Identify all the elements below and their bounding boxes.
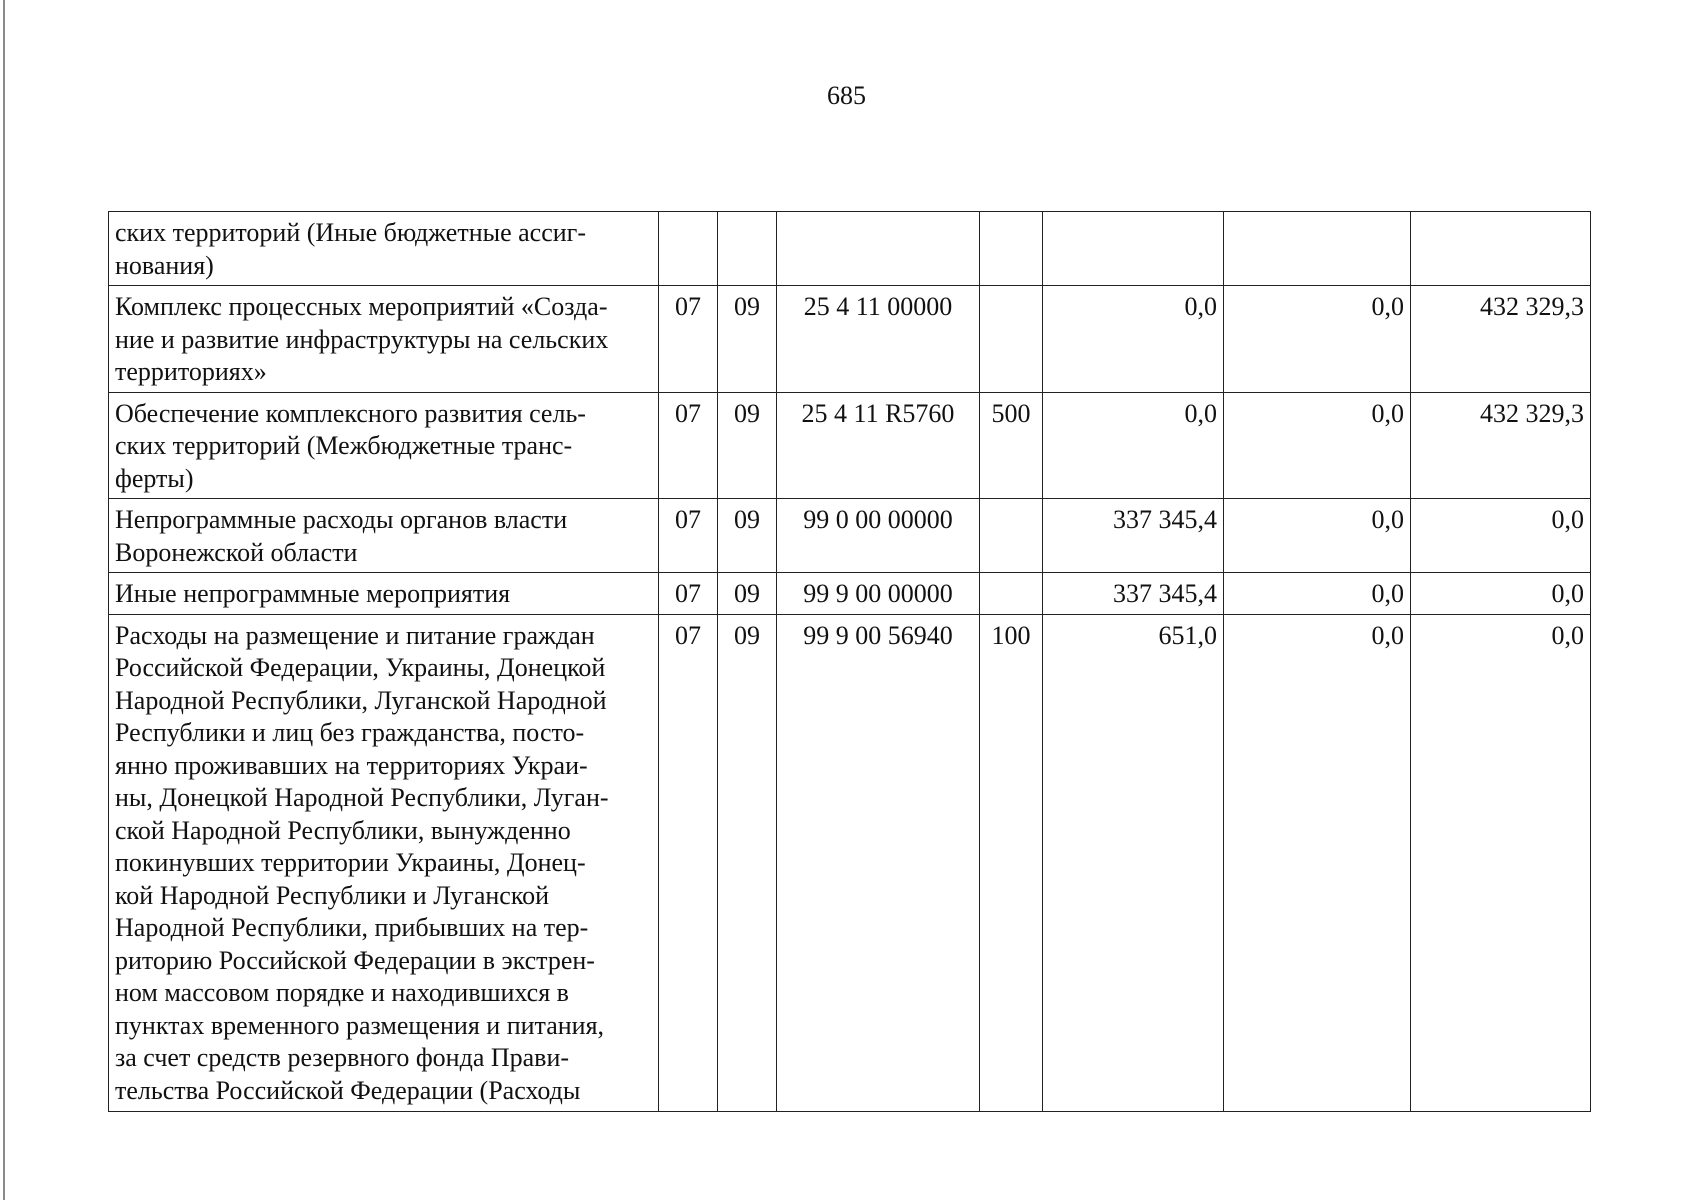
amount-third: 0,0: [1411, 573, 1591, 615]
amount-first: 337 345,4: [1043, 499, 1224, 573]
section-code: 07: [659, 499, 718, 573]
amount-third: [1411, 212, 1591, 286]
target-article-code: 99 9 00 56940: [777, 614, 980, 1111]
section-code: 07: [659, 573, 718, 615]
amount-third: 0,0: [1411, 499, 1591, 573]
item-name: Иные непрограммные мероприятия: [109, 573, 659, 615]
subsection-code: 09: [718, 614, 777, 1111]
subsection-code: 09: [718, 392, 777, 499]
amount-first: 651,0: [1043, 614, 1224, 1111]
target-article-code: 99 9 00 00000: [777, 573, 980, 615]
amount-second: 0,0: [1224, 614, 1411, 1111]
table-row: [109, 614, 1591, 1111]
subsection-code: 09: [718, 499, 777, 573]
subsection-code: 09: [718, 286, 777, 393]
section-code: 07: [659, 392, 718, 499]
table-row: [109, 392, 1591, 499]
expense-type-code: [980, 286, 1043, 393]
amount-second: [1224, 212, 1411, 286]
amount-third: 432 329,3: [1411, 392, 1591, 499]
table-row: [109, 499, 1591, 573]
table-row: [109, 573, 1591, 615]
amount-second: 0,0: [1224, 392, 1411, 499]
target-article-code: 25 4 11 R5760: [777, 392, 980, 499]
amount-first: 0,0: [1043, 286, 1224, 393]
item-name: Непрограммные расходы органов власти Воронежской области: [109, 499, 659, 573]
budget-table: [108, 211, 1591, 1112]
target-article-code: 25 4 11 00000: [777, 286, 980, 393]
table-body: [109, 212, 1591, 1112]
target-article-code: 99 0 00 00000: [777, 499, 980, 573]
section-code: 07: [659, 286, 718, 393]
expense-type-code: [980, 573, 1043, 615]
subsection-code: 09: [718, 573, 777, 615]
expense-type-code: 100: [980, 614, 1043, 1111]
item-name: Расходы на размещение и питание граждан Российской Федерации, Украины, Донецкой Народной Республики, Луганской Народной Республики и лиц без гражданства, посто- янно проживавших на территориях Украи- ны, Донецкой Народной Республики, Луган- ской Народной Республики, вынужденно покинувших территории Украины, Донец- кой Народной Республики и Луганской Народной Республики, прибывших на тер- риторию Российской Федерации в экстрен- ном массовом порядке и находившихся в пунктах временного размещения и питания, за счет средств резервного фонда Прави- тельства Российской Федерации (Расходы: [109, 614, 659, 1111]
amount-third: 432 329,3: [1411, 286, 1591, 393]
page-number: 685: [827, 81, 866, 110]
amount-second: 0,0: [1224, 573, 1411, 615]
table-row: [109, 212, 1591, 286]
amount-third: 0,0: [1411, 614, 1591, 1111]
amount-first: [1043, 212, 1224, 286]
expense-type-code: [980, 499, 1043, 573]
item-name: ских территорий (Иные бюджетные ассиг- нования): [109, 212, 659, 286]
amount-second: 0,0: [1224, 286, 1411, 393]
target-article-code: [777, 212, 980, 286]
table-row: [109, 286, 1591, 393]
expense-type-code: 500: [980, 392, 1043, 499]
amount-first: 0,0: [1043, 392, 1224, 499]
section-code: [659, 212, 718, 286]
expense-type-code: [980, 212, 1043, 286]
amount-first: 337 345,4: [1043, 573, 1224, 615]
section-code: 07: [659, 614, 718, 1111]
item-name: Комплекс процессных мероприятий «Созда- ние и развитие инфраструктуры на сельских территориях»: [109, 286, 659, 393]
amount-second: 0,0: [1224, 499, 1411, 573]
subsection-code: [718, 212, 777, 286]
scan-edge-line: [3, 0, 5, 1200]
item-name: Обеспечение комплексного развития сель- ских территорий (Межбюджетные транс- ферты): [109, 392, 659, 499]
